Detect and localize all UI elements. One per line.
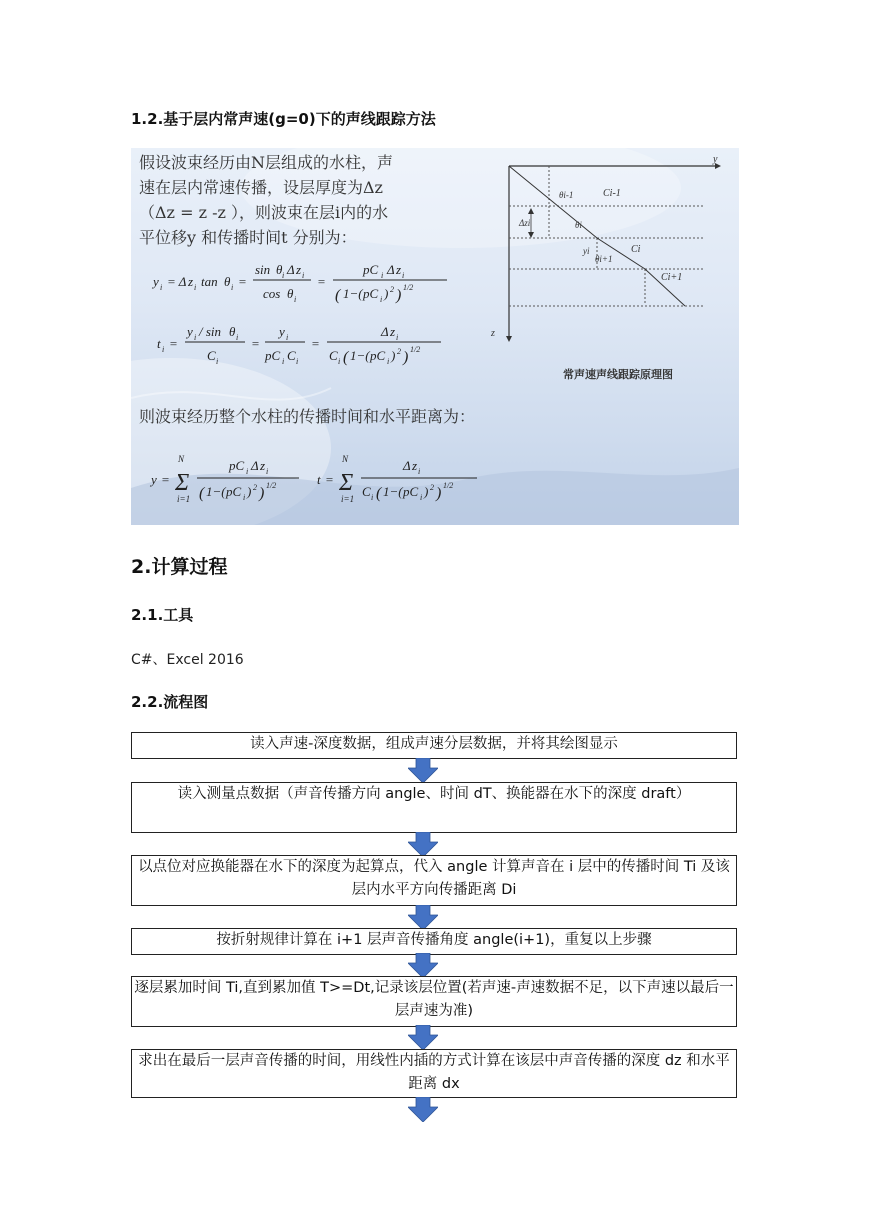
svg-text:tan: tan	[201, 274, 218, 289]
svg-text:y: y	[187, 324, 193, 339]
diagram-label-theta-minus: θi-1	[559, 190, 574, 200]
svg-text:i=1: i=1	[177, 494, 191, 504]
svg-text:i: i	[160, 283, 163, 292]
svg-text:1−(: 1−(	[350, 348, 370, 363]
diagram-label-theta-plus: θi+1	[595, 254, 613, 264]
svg-text:i: i	[302, 271, 305, 280]
svg-text:Σ: Σ	[339, 470, 354, 496]
svg-text:i: i	[338, 357, 341, 366]
diagram-label-y: y	[713, 154, 718, 165]
svg-text:i: i	[194, 283, 197, 292]
svg-text:=: =	[169, 336, 178, 351]
svg-text:2: 2	[253, 483, 257, 492]
svg-text:i: i	[231, 283, 234, 292]
svg-text:(: (	[335, 287, 341, 304]
slide-total-text: 则波束经历整个水柱的传播时间和水平距离为：	[139, 407, 476, 426]
section-heading-2-1: 2.1.工具	[131, 606, 194, 624]
svg-text:i: i	[194, 333, 197, 342]
flow-step-5: 逐层累加时间 Ti,直到累加值 T>=Dt,记录该层位置(若声速-声速数据不足，以下声速以最后一层声速为准)	[131, 976, 737, 1027]
svg-text:): )	[403, 349, 409, 366]
svg-text:C: C	[287, 348, 296, 363]
svg-text:2: 2	[430, 483, 434, 492]
slide-intro-text	[139, 150, 444, 250]
svg-text:=: =	[251, 336, 260, 351]
svg-text:θ: θ	[276, 262, 283, 277]
svg-text:1−(: 1−(	[383, 484, 403, 499]
svg-text:i: i	[420, 493, 423, 502]
svg-text:i: i	[266, 467, 269, 476]
diagram-label-theta: θi	[575, 220, 582, 230]
svg-text:i=1: i=1	[341, 494, 355, 504]
flow-arrow-3	[408, 905, 438, 930]
svg-text:1−(: 1−(	[343, 286, 363, 301]
flow-step-1: 读入声速-深度数据，组成声速分层数据，并将其绘图显示	[131, 732, 737, 759]
svg-text:y: y	[279, 324, 285, 339]
svg-text:pC: pC	[370, 348, 386, 363]
svg-text:1−(: 1−(	[206, 484, 226, 499]
flow-arrow-6	[408, 1097, 438, 1122]
svg-text:Δ: Δ	[403, 458, 411, 473]
svg-text:z: z	[296, 262, 302, 277]
svg-text:C: C	[329, 348, 338, 363]
svg-text:t: t	[317, 472, 321, 487]
svg-text:Δ: Δ	[387, 262, 395, 277]
svg-text:i: i	[246, 467, 249, 476]
flow-step-4: 按折射规律计算在 i+1 层声音传播角度 angle(i+1)，重复以上步骤	[131, 928, 737, 955]
slide-image	[131, 148, 739, 525]
svg-text:i: i	[380, 295, 383, 304]
svg-text:(: (	[376, 485, 382, 502]
diagram-label-z: z	[491, 328, 495, 339]
svg-text:cos: cos	[263, 286, 281, 301]
svg-text:z: z	[412, 458, 418, 473]
svg-text:Σ: Σ	[175, 470, 190, 496]
svg-text:1/2: 1/2	[403, 283, 414, 292]
svg-text:y: y	[151, 472, 157, 487]
diagram-label-yi: yi	[583, 246, 590, 256]
svg-text:Δ: Δ	[287, 262, 295, 277]
svg-text:pC: pC	[229, 458, 245, 473]
section-heading-1-2: 1.2.基于层内常声速(g=0)下的声线跟踪方法	[131, 110, 436, 128]
svg-text:θ: θ	[224, 274, 231, 289]
svg-text:i: i	[282, 357, 285, 366]
svg-text:1/2: 1/2	[410, 345, 421, 354]
diagram-label-c-minus: Ci-1	[603, 188, 621, 199]
svg-text:z: z	[260, 458, 266, 473]
tools-text: C#、Excel 2016	[131, 652, 244, 668]
svg-text:/ sin: / sin	[199, 324, 222, 339]
svg-text:i: i	[216, 357, 219, 366]
svg-text:i: i	[387, 357, 390, 366]
slide-intro-line-1: 假设波束经历由N层组成的水柱，声	[139, 153, 394, 172]
svg-text:pC: pC	[363, 262, 379, 277]
svg-text:2: 2	[390, 285, 394, 294]
equation-sums	[149, 450, 489, 520]
svg-text:): )	[384, 286, 389, 301]
svg-text:i: i	[294, 295, 297, 304]
equation-yi	[151, 256, 451, 312]
svg-text:): )	[424, 484, 429, 499]
svg-text:sin: sin	[255, 262, 271, 277]
svg-text:): )	[396, 287, 402, 304]
diagram-label-c-plus: Ci+1	[661, 272, 683, 283]
svg-text:=: =	[238, 274, 247, 289]
svg-text:i: i	[381, 271, 384, 280]
section-heading-2-2: 2.2.流程图	[131, 693, 209, 711]
diagram-label-dz: Δzi	[519, 218, 531, 228]
svg-text:i: i	[371, 493, 374, 502]
svg-text:=: =	[317, 274, 326, 289]
svg-text:C: C	[207, 348, 216, 363]
svg-text:z: z	[396, 262, 402, 277]
svg-text:1/2: 1/2	[443, 481, 454, 490]
svg-text:i: i	[162, 345, 165, 354]
svg-text:(: (	[343, 349, 349, 366]
flow-step-2: 读入测量点数据（声音传播方向 angle、时间 dT、换能器在水下的深度 draft）	[131, 782, 737, 833]
svg-text:i: i	[286, 333, 289, 342]
svg-text:pC: pC	[403, 484, 419, 499]
slide-intro-line-3: （Δz = z -z ），则波束在层i内的水	[139, 203, 389, 222]
svg-text:z: z	[188, 274, 194, 289]
diagram-caption: 常声速声线跟踪原理图	[563, 368, 673, 381]
svg-text:i: i	[418, 467, 421, 476]
svg-text:i: i	[236, 333, 239, 342]
slide-intro-line-4: 平位移y 和传播时间t 分别为：	[139, 228, 357, 247]
svg-text:N: N	[342, 454, 349, 464]
svg-text:pC: pC	[265, 348, 281, 363]
svg-text:1/2: 1/2	[266, 481, 277, 490]
equation-ti	[151, 318, 451, 374]
svg-text:pC: pC	[363, 286, 379, 301]
ray-tracing-diagram	[483, 154, 733, 394]
svg-text:Δ: Δ	[251, 458, 259, 473]
slide-intro-line-2: 速在层内常速传播，设层厚度为Δz	[139, 178, 383, 197]
svg-text:i: i	[296, 357, 299, 366]
svg-text:i: i	[396, 333, 399, 342]
svg-text:(: (	[199, 485, 205, 502]
svg-text:): )	[436, 485, 442, 502]
svg-text:): )	[259, 485, 265, 502]
section-heading-2: 2.计算过程	[131, 556, 228, 578]
svg-text:=: =	[325, 472, 334, 487]
svg-text:t: t	[157, 336, 161, 351]
svg-text:z: z	[390, 324, 396, 339]
svg-text:N: N	[178, 454, 185, 464]
flow-arrow-4	[408, 953, 438, 978]
svg-text:): )	[247, 484, 252, 499]
svg-text:=: =	[311, 336, 320, 351]
flow-arrow-2	[408, 832, 438, 857]
svg-text:): )	[391, 348, 396, 363]
flow-arrow-1	[408, 758, 438, 783]
svg-text:θ: θ	[287, 286, 294, 301]
svg-text:C: C	[362, 484, 371, 499]
svg-text:θ: θ	[229, 324, 236, 339]
svg-text:2: 2	[397, 347, 401, 356]
flow-step-3: 以点位对应换能器在水下的深度为起算点，代入 angle 计算声音在 i 层中的传播时间 Ti 及该层内水平方向传播距离 Di	[131, 855, 737, 906]
flow-arrow-5	[408, 1025, 438, 1050]
flow-step-6: 求出在最后一层声音传播的时间，用线性内插的方式计算在该层中声音传播的深度 dz 和水平距离 dx	[131, 1049, 737, 1098]
svg-text:y: y	[153, 274, 159, 289]
diagram-label-c: Ci	[631, 244, 641, 255]
svg-text:i: i	[243, 493, 246, 502]
svg-text:pC: pC	[226, 484, 242, 499]
svg-text:= Δ: = Δ	[167, 274, 187, 289]
svg-text:i: i	[282, 271, 285, 280]
svg-text:=: =	[161, 472, 170, 487]
svg-text:Δ: Δ	[381, 324, 389, 339]
svg-text:i: i	[402, 271, 405, 280]
